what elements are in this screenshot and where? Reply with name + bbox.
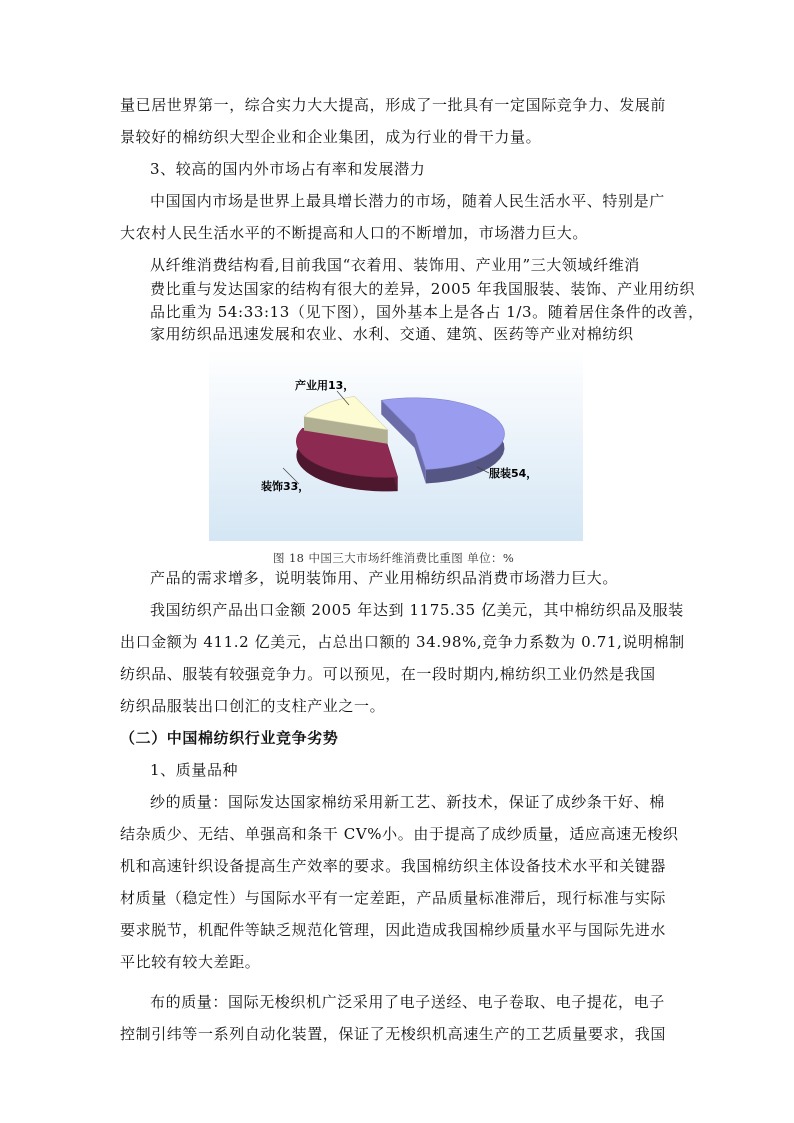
paragraph-line: 平比较有较大差距。: [120, 953, 261, 971]
section-heading: （二）中国棉纺织行业竞争劣势: [120, 729, 339, 747]
paragraph-line: 出口金额为 411.2 亿美元，占总出口额的 34.98%,竞争力系数为 0.71,说明棉制: [120, 633, 685, 651]
paragraph-line: 结杂质少、无结、单强高和条干 CV%小。由于提高了成纱质量，适应高速无梭织: [120, 825, 679, 843]
section-heading: 3、较高的国内外市场占有率和发展潜力: [150, 160, 426, 178]
paragraph-line: 纺织品服装出口创汇的支柱产业之一。: [120, 697, 386, 715]
figure-caption: 图 18 中国三大市场纤维消费比重图 单位：%: [273, 551, 515, 565]
paragraph-line: 家用纺织品迅速发展和农业、水利、交通、建筑、医药等产业对棉纺织: [150, 325, 634, 343]
slice-label: 服装54，: [489, 467, 538, 480]
paragraph-line: 品比重为 54:33:13（见下图），国外基本上是各占 1/3。随着居住条件的改善，: [150, 303, 704, 321]
paragraph-line: 产品的需求增多，说明装饰用、产业用棉纺织品消费市场潜力巨大。: [150, 569, 619, 587]
pie-slice-0: [381, 398, 504, 484]
pie-chart: [209, 349, 583, 541]
subsection-heading: 1、质量品种: [150, 761, 239, 779]
slice-label: 产业用13，: [295, 379, 355, 392]
paragraph-line: 控制引纬等一系列自动化装置，保证了无梭织机高速生产的工艺质量要求，我国: [120, 1025, 667, 1043]
paragraph-line: 我国纺织产品出口金额 2005 年达到 1175.35 亿美元，其中棉纺织品及服装: [150, 601, 684, 619]
pie-chart-svg: [209, 349, 583, 541]
paragraph-line: 从纤维消费结构看,目前我国“衣着用、装饰用、产业用”三大领域纤维消: [150, 256, 640, 274]
paragraph-line: 布的质量：国际无梭织机广泛采用了电子送经、电子卷取、电子提花，电子: [150, 993, 665, 1011]
slice-label: 装饰33，: [261, 480, 310, 493]
paragraph-line: 大农村人民生活水平的不断提高和人口的不断增加，市场潜力巨大。: [120, 224, 589, 242]
paragraph-line: 材质量（稳定性）与国际水平有一定差距，产品质量标准滞后，现行标准与实际: [120, 889, 667, 907]
paragraph-line: 量已居世界第一，综合实力大大提高，形成了一批具有一定国际竞争力、发展前: [120, 96, 667, 114]
paragraph-line: 费比重与发达国家的结构有很大的差异，2005 年我国服装、装饰、产业用纺织: [150, 280, 696, 298]
paragraph-line: 机和高速针织设备提高生产效率的要求。我国棉纺织主体设备技术水平和关键器: [120, 857, 667, 875]
paragraph-line: 纺织品、服装有较强竞争力。可以预见，在一段时期内,棉纺织工业仍然是我国: [120, 665, 656, 683]
paragraph-line: 中国国内市场是世界上最具增长潜力的市场，随着人民生活水平、特别是广: [150, 192, 665, 210]
paragraph-line: 景较好的棉纺织大型企业和企业集团，成为行业的骨干力量。: [120, 128, 542, 146]
paragraph-line: 纱的质量：国际发达国家棉纺采用新工艺、新技术，保证了成纱条干好、棉: [150, 793, 665, 811]
paragraph-line: 要求脱节，机配件等缺乏规范化管理，因此造成我国棉纱质量水平与国际先进水: [120, 921, 667, 939]
